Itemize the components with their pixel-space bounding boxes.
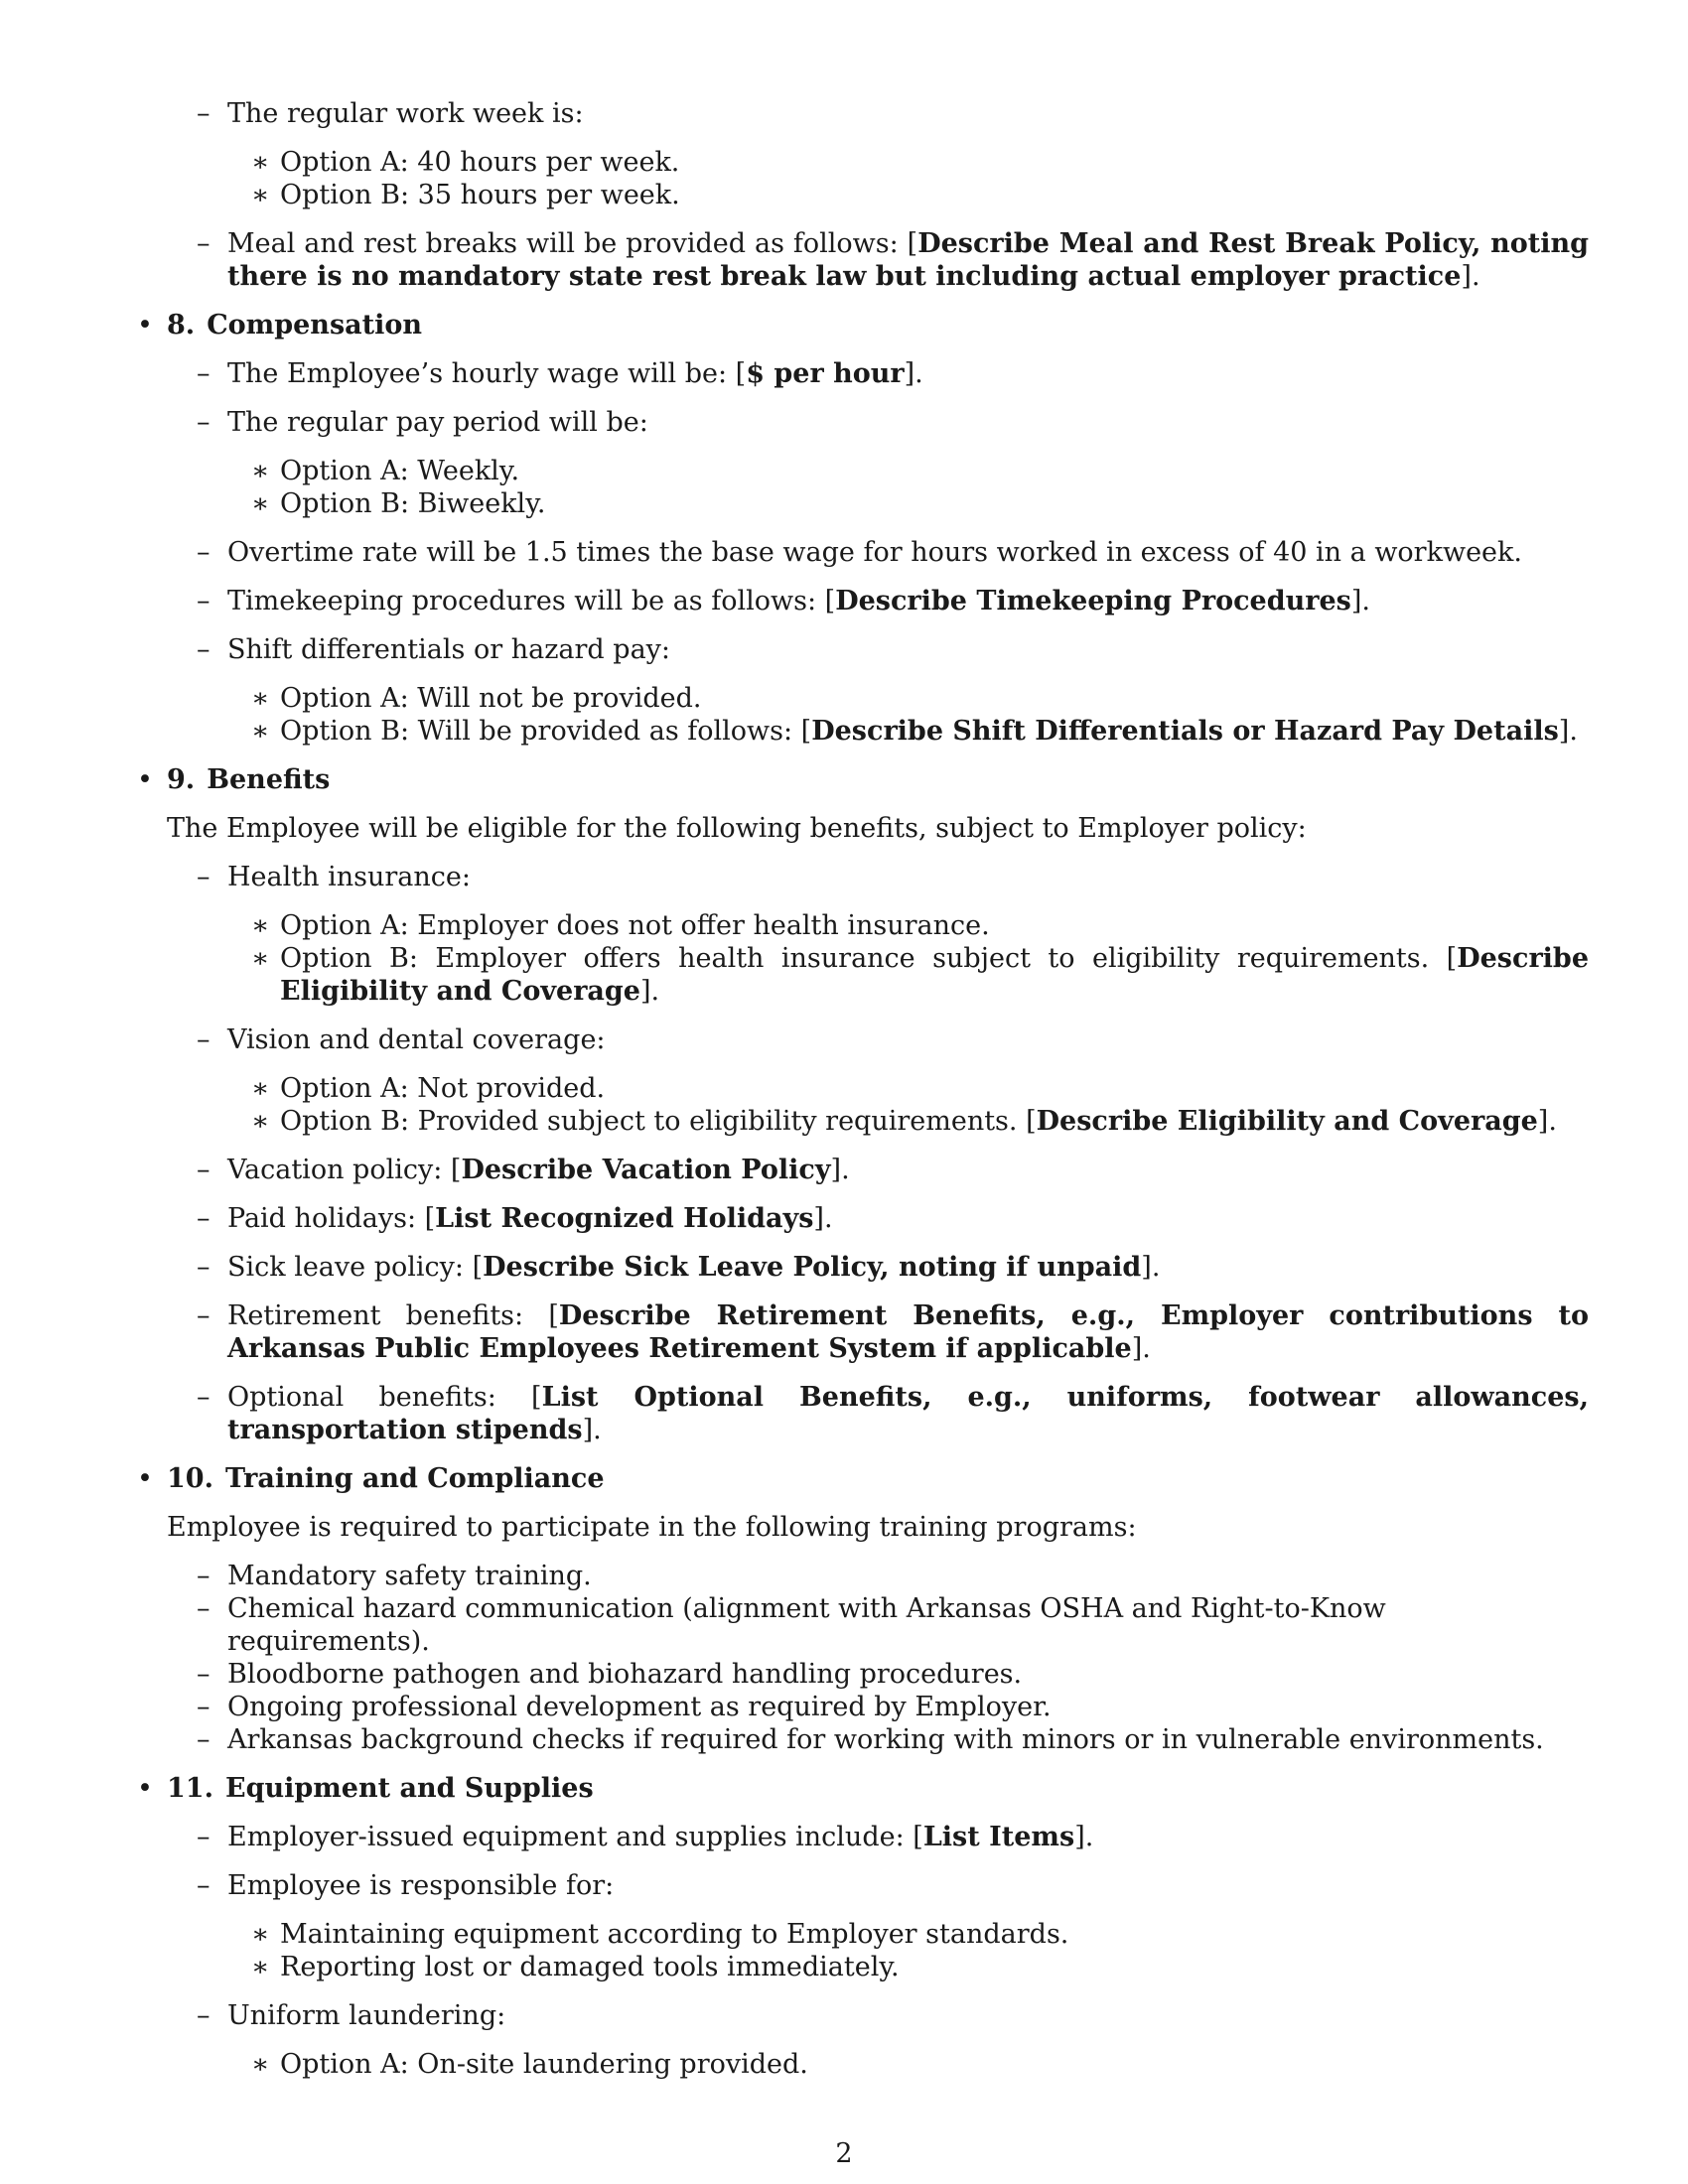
holidays-item	[0, 1202, 1688, 1235]
placeholder-text: $ per hour	[746, 358, 905, 389]
sick-leave-item	[0, 1251, 1688, 1284]
dash-marker: –	[197, 358, 211, 389]
overtime-item	[0, 536, 1688, 569]
placeholder-text: Describe Vacation Policy	[461, 1155, 831, 1185]
work-week-item	[0, 97, 1688, 130]
responsibility-sub-item	[0, 1918, 1688, 1951]
dash-marker: –	[197, 862, 211, 892]
timekeeping-item	[0, 585, 1688, 617]
section-9-heading	[0, 763, 1688, 796]
star-marker: ∗	[251, 488, 270, 519]
laundering-option-a	[0, 2048, 1688, 2081]
dash-marker: –	[197, 1252, 211, 1283]
shift-option-a	[0, 682, 1688, 715]
bullet-marker: •	[137, 1463, 153, 1494]
item-text: ].	[1074, 1822, 1094, 1852]
item-text: The Employee’s hourly wage will be: [	[227, 358, 747, 389]
option-text: Reporting lost or damaged tools immediately.	[280, 1952, 900, 1982]
placeholder-text: Describe Sick Leave Policy, noting if unpaid	[483, 1252, 1142, 1283]
item-text: Paid holidays: [	[227, 1203, 436, 1234]
bullet-marker: •	[137, 1773, 153, 1804]
item-text: Health insurance:	[227, 862, 471, 892]
training-item	[0, 1560, 1688, 1592]
option-text: ].	[1537, 1106, 1557, 1137]
pay-period-item	[0, 406, 1688, 439]
dash-marker: –	[197, 1593, 211, 1624]
meal-breaks-item	[0, 227, 1688, 293]
vacation-item	[0, 1154, 1688, 1186]
pay-option-b	[0, 487, 1688, 520]
wage-item	[0, 357, 1688, 390]
dash-marker: –	[197, 2000, 211, 2031]
option-text: Option A: On-site laundering provided.	[280, 2049, 808, 2080]
vision-option-a	[0, 1072, 1688, 1105]
item-text: The regular pay period will be:	[227, 407, 648, 438]
benefits-intro	[0, 812, 1688, 845]
star-marker: ∗	[251, 683, 270, 714]
dash-marker: –	[197, 1561, 211, 1591]
retirement-item	[0, 1299, 1688, 1365]
item-text: Optional benefits: [	[227, 1382, 542, 1413]
section-title: Benefits	[207, 764, 331, 795]
bullet-marker: •	[137, 764, 153, 795]
placeholder-text: Describe Meal and Rest Break Policy, noting there is no mandatory state rest break law but including actual employer practice	[227, 228, 1589, 292]
option-text: Option B: 35 hours per week.	[280, 180, 680, 210]
training-item	[0, 1592, 1688, 1658]
dash-marker: –	[197, 407, 211, 438]
section-number: 9.	[167, 764, 196, 795]
section-title: Compensation	[207, 310, 423, 341]
section-8-heading	[0, 309, 1688, 341]
dash-marker: –	[197, 537, 211, 568]
health-item	[0, 861, 1688, 893]
star-marker: ∗	[251, 180, 270, 210]
item-text: Shift differentials or hazard pay:	[227, 634, 671, 665]
item-text: ].	[1350, 586, 1370, 616]
responsibility-item	[0, 1869, 1688, 1902]
item-text: Sick leave policy: [	[227, 1252, 484, 1283]
item-text: Bloodborne pathogen and biohazard handling procedures.	[227, 1659, 1023, 1690]
laundering-item	[0, 1999, 1688, 2032]
training-item	[0, 1691, 1688, 1723]
item-text: ].	[904, 358, 923, 389]
option-text: Option A: 40 hours per week.	[280, 147, 680, 178]
star-marker: ∗	[251, 2049, 270, 2080]
item-text: Vacation policy: [	[227, 1155, 462, 1185]
option-text: Option B: Biweekly.	[280, 488, 546, 519]
placeholder-text: List Recognized Holidays	[435, 1203, 814, 1234]
page-number: 2	[835, 2138, 853, 2169]
work-week-intro: The regular work week is:	[227, 98, 584, 129]
section-11-heading	[0, 1772, 1688, 1805]
option-text: ].	[1558, 716, 1578, 747]
star-marker: ∗	[251, 716, 270, 747]
star-marker: ∗	[251, 1919, 270, 1950]
work-week-option-a	[0, 146, 1688, 179]
section-number: 10.	[167, 1463, 213, 1494]
dash-marker: –	[197, 1870, 211, 1901]
item-text: ].	[582, 1415, 602, 1445]
item-text: ].	[813, 1203, 833, 1234]
dash-marker: –	[197, 1659, 211, 1690]
star-marker: ∗	[251, 456, 270, 486]
option-text: Option A: Weekly.	[280, 456, 520, 486]
item-text: Vision and dental coverage:	[227, 1024, 606, 1055]
star-marker: ∗	[251, 943, 270, 974]
placeholder-text: List Optional Benefits, e.g., uniforms, footwear allowances, transportation stipends	[227, 1382, 1590, 1445]
equipment-issued-item	[0, 1821, 1688, 1853]
placeholder-text: List Items	[922, 1822, 1075, 1852]
dash-marker: –	[197, 98, 211, 129]
training-item	[0, 1658, 1688, 1691]
dash-marker: –	[197, 228, 211, 259]
placeholder-text: Describe Eligibility and Coverage	[1036, 1106, 1538, 1137]
option-text: Option B: Will be provided as follows: [	[280, 716, 812, 747]
star-marker: ∗	[251, 1952, 270, 1982]
item-text: Uniform laundering:	[227, 2000, 506, 2031]
health-option-a	[0, 909, 1688, 942]
option-text: Maintaining equipment according to Employer standards.	[280, 1919, 1069, 1950]
item-text: Meal and rest breaks will be provided as follows: [	[227, 228, 918, 259]
section-title: Training and Compliance	[224, 1463, 605, 1494]
section-number: 8.	[167, 310, 196, 341]
document-page	[0, 97, 1688, 2081]
item-text: Ongoing professional development as required by Employer.	[227, 1692, 1052, 1722]
bullet-marker: •	[137, 310, 153, 341]
dash-marker: –	[197, 1822, 211, 1852]
dash-marker: –	[197, 586, 211, 616]
section-10-heading	[0, 1462, 1688, 1495]
placeholder-text: Describe Eligibility and Coverage	[280, 943, 1589, 1007]
item-text: Employer-issued equipment and supplies include: [	[227, 1822, 923, 1852]
item-text: Mandatory safety training.	[227, 1561, 592, 1591]
dash-marker: –	[197, 1692, 211, 1722]
item-text: Arkansas background checks if required for working with minors or in vulnerable environments.	[227, 1724, 1544, 1755]
item-text: ].	[830, 1155, 850, 1185]
item-text: Chemical hazard communication (alignment with Arkansas OSHA and Right-to-Know requirements).	[227, 1593, 1386, 1657]
work-week-option-b	[0, 179, 1688, 211]
training-item	[0, 1723, 1688, 1756]
health-option-b	[0, 942, 1688, 1008]
dash-marker: –	[197, 1203, 211, 1234]
dash-marker: –	[197, 1155, 211, 1185]
shift-option-b	[0, 715, 1688, 748]
star-marker: ∗	[251, 147, 270, 178]
vision-option-b	[0, 1105, 1688, 1138]
item-text: Retirement benefits: [	[227, 1300, 559, 1331]
section-title: Equipment and Supplies	[224, 1773, 594, 1804]
optional-benefits-item	[0, 1381, 1688, 1446]
placeholder-text: Describe Timekeeping Procedures	[835, 586, 1351, 616]
placeholder-text: Describe Shift Differentials or Hazard Pay Details	[811, 716, 1559, 747]
section-number: 11.	[167, 1773, 213, 1804]
option-text: Option B: Employer offers health insurance subject to eligibility requirements. [	[280, 943, 1458, 974]
star-marker: ∗	[251, 1106, 270, 1137]
placeholder-text: Describe Retirement Benefits, e.g., Employer contributions to Arkansas Public Employees Retirement System if applicable	[227, 1300, 1590, 1364]
dash-marker: –	[197, 1382, 211, 1413]
paragraph-text: Employee is required to participate in the following training programs:	[167, 1512, 1137, 1543]
training-intro	[0, 1511, 1688, 1544]
dash-marker: –	[197, 634, 211, 665]
item-text: Timekeeping procedures will be as follows: [	[227, 586, 836, 616]
item-text: Overtime rate will be 1.5 times the base wage for hours worked in excess of 40 in a workweek.	[227, 537, 1522, 568]
pay-option-a	[0, 455, 1688, 487]
option-text: ].	[639, 976, 660, 1007]
dash-marker: –	[197, 1024, 211, 1055]
option-text: Option A: Not provided.	[280, 1073, 606, 1104]
dash-marker: –	[197, 1300, 211, 1331]
item-text: ].	[1461, 261, 1480, 292]
item-text: Employee is responsible for:	[227, 1870, 615, 1901]
item-text: ].	[1141, 1252, 1161, 1283]
responsibility-sub-item	[0, 1951, 1688, 1983]
option-text: Option A: Will not be provided.	[280, 683, 702, 714]
option-text: Option B: Provided subject to eligibility requirements. [	[280, 1106, 1037, 1137]
star-marker: ∗	[251, 910, 270, 941]
star-marker: ∗	[251, 1073, 270, 1104]
dash-marker: –	[197, 1724, 211, 1755]
shift-item	[0, 633, 1688, 666]
option-text: Option A: Employer does not offer health insurance.	[280, 910, 990, 941]
vision-item	[0, 1024, 1688, 1056]
paragraph-text: The Employee will be eligible for the following benefits, subject to Employer policy:	[167, 813, 1307, 844]
item-text: ].	[1131, 1333, 1151, 1364]
